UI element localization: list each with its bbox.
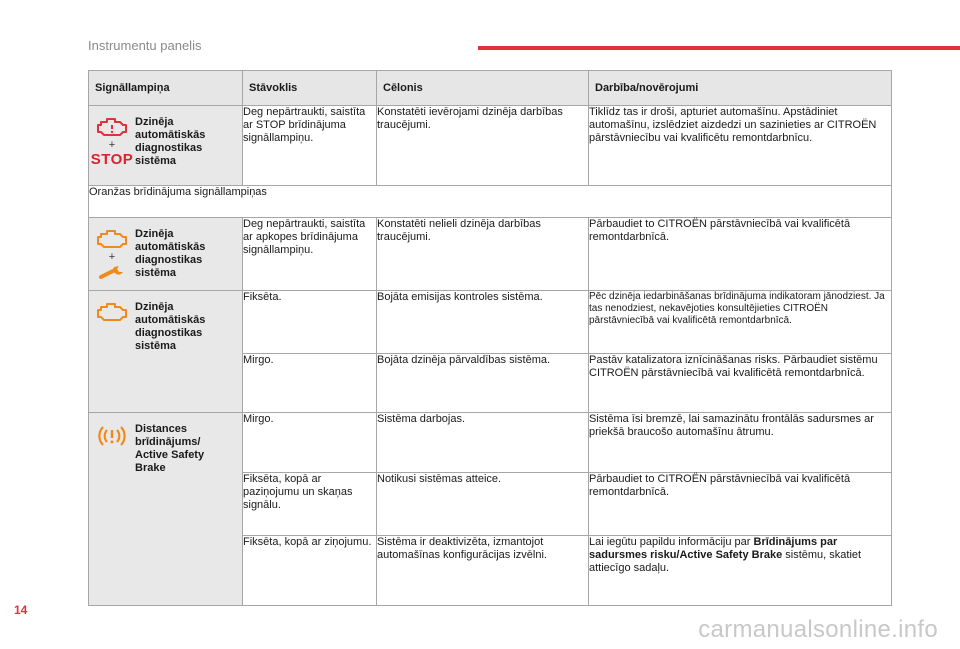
table-row: [89, 218, 892, 291]
action-cell: Pārbaudiet to CITROËN pārstāvniecībā vai kvalificētā remontdarbnīcā.: [589, 473, 892, 536]
column-header-state: Stāvoklis: [243, 71, 377, 106]
section-label: Oranžas brīdinājuma signāllampiņas: [89, 186, 892, 218]
lamp-cell: [89, 106, 243, 186]
cause-cell: Sistēma darbojas.: [377, 413, 589, 473]
action-text: sistēmu, skatiet attiecīgo sadaļu.: [589, 549, 862, 574]
state-cell: Mirgo.: [243, 413, 377, 473]
header-accent-bar: [478, 46, 960, 50]
cause-cell: Konstatēti ievērojami dzinēja darbības traucējumi.: [377, 106, 589, 186]
cause-cell: Bojāta dzinēja pārvaldības sistēma.: [377, 354, 589, 413]
watermark: carmanualsonline.info: [698, 616, 938, 643]
warning-lamps-table: [88, 70, 892, 606]
plus-sign: +: [108, 251, 116, 263]
column-header-action: Darbība/novērojumi: [589, 71, 892, 106]
action-text: Lai iegūtu papildu informāciju par: [589, 536, 754, 548]
distance-alert-icon: [96, 423, 128, 449]
table-header-row: [89, 71, 892, 106]
table-row: [89, 413, 892, 473]
state-cell: Fiksēta, kopā ar paziņojumu un skaņas signālu.: [243, 473, 377, 536]
state-cell: Deg nepārtraukti, saistīta ar apkopes brīdinājuma signāllampiņu.: [243, 218, 377, 291]
plus-sign: +: [108, 139, 116, 151]
page-number: 14: [14, 603, 28, 617]
engine-warning-icon: [95, 301, 129, 323]
table-row: [89, 106, 892, 186]
state-cell: Deg nepārtraukti, saistīta ar STOP brīdinājuma signāllampiņu.: [243, 106, 377, 186]
action-cell: Pastāv katalizatora iznīcināšanas risks. Pārbaudiet sistēmu CITROËN pārstāvniecībā vai kvalificētā remontdarbnīcā.: [589, 354, 892, 413]
action-cell: Sistēma īsi bremzē, lai samazinātu frontālās sadursmes ar priekšā braucošo automašīnu ātrumu.: [589, 413, 892, 473]
stop-warning-icon: STOP: [90, 151, 134, 168]
column-header-lamp: Signāllampiņa: [89, 71, 243, 106]
action-bold-reference: Brīdinājums par sadursmes risku/Active Safety Brake: [589, 536, 838, 561]
table-row: [89, 291, 892, 354]
lamp-name: Dzinēja automātiskās diagnostikas sistēma: [135, 116, 206, 167]
cause-cell: Sistēma ir deaktivizēta, izmantojot automašīnas konfigurācijas izvēlni.: [377, 536, 589, 606]
lamp-cell: [89, 291, 243, 413]
section-row: [89, 186, 892, 218]
wrench-service-icon: [97, 264, 127, 280]
cause-cell: Notikusi sistēmas atteice.: [377, 473, 589, 536]
lamp-cell: [89, 218, 243, 291]
cause-cell: Konstatēti nelieli dzinēja darbības traucējumi.: [377, 218, 589, 291]
engine-warning-icon: [95, 228, 129, 250]
section-title: Instrumentu panelis: [88, 38, 202, 53]
lamp-cell: [89, 413, 243, 606]
lamp-name: Dzinēja automātiskās diagnostikas sistēma: [135, 301, 206, 352]
cause-cell: Bojāta emisijas kontroles sistēma.: [377, 291, 589, 354]
lamp-name: Dzinēja automātiskās diagnostikas sistēma: [135, 228, 206, 279]
column-header-cause: Cēlonis: [377, 71, 589, 106]
state-cell: Fiksēta, kopā ar ziņojumu.: [243, 536, 377, 606]
state-cell: Mirgo.: [243, 354, 377, 413]
state-cell: Fiksēta.: [243, 291, 377, 354]
lamp-name: Distances brīdinājums/ Active Safety Brake: [135, 423, 205, 474]
action-cell: Tiklīdz tas ir droši, apturiet automašīnu. Apstādiniet automašīnu, izslēdziet aizdedzi un sazinieties ar CITROËN pārstāvniecību vai kvalificētu remontdarbnīcu.: [589, 106, 892, 186]
action-cell: Pārbaudiet to CITROËN pārstāvniecībā vai kvalificētā remontdarbnīcā.: [589, 218, 892, 291]
action-cell: Pēc dzinēja iedarbināšanas brīdinājuma indikatoram jānodziest. Ja tas nenodziest, nekavējoties konsultējieties CITROËN pārstāvniecībā vai kvalificētā remontdarbnīcā.: [589, 291, 892, 354]
action-cell: [589, 536, 892, 606]
engine-warning-icon: [95, 116, 129, 138]
